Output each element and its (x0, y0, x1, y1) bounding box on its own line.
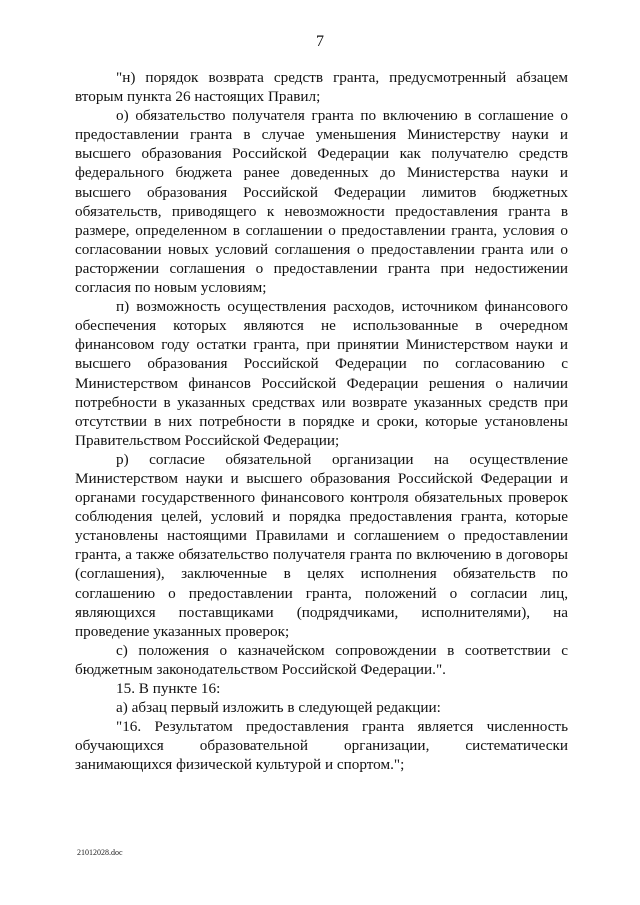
paragraph-r: р) согласие обязательной организации на осуществление Министерством науки и высшего образования Российской Федерации и органами государственного финансового контроля обязательных проверок соблюдения целей, условий и порядка предоставления гранта, которые установлены настоящими Правилами и соглашением о предоставлении гранта, а также обязательство получателя гранта по включению в договоры (соглашения), заключенные в целях исполнения обязательств по соглашению о предоставлении гранта, положений о согласии лиц, являющихся поставщиками (подрядчиками, исполнителями), на проведение указанных проверок; (75, 450, 568, 640)
paragraph-item-15: 15. В пункте 16: (116, 680, 221, 697)
paragraph-o: о) обязательство получателя гранта по включению в соглашение о предоставлении гранта в случае уменьшения Министерству науки и высшего образования Российской Федерации как получателю средств федерального бюджета ранее доведенных до Министерства науки и высшего образования Российской Федерации лимитов бюджетных обязательств, приводящего к невозможности предоставления гранта в размере, определенном в соглашении о предоставлении гранта, условия о согласовании новых условий соглашения о предоставлении гранта или о расторжении соглашения о предоставлении гранта при недостижении согласия по новым условиям; (75, 107, 568, 297)
paragraph-s: с) положения о казначейском сопровождении в соответствии с бюджетным законодательством Российской Федерации.". (75, 641, 568, 678)
paragraph-n: "н) порядок возврата средств гранта, предусмотренный абзацем вторым пункта 26 настоящих Правил; (75, 69, 568, 106)
page-number: 7 (316, 33, 324, 50)
paragraph-16-quote: "16. Результатом предоставления гранта является численность обучающихся образовательной организации, систематически занимающихся физической культурой и спортом."; (75, 718, 568, 774)
paragraph-p: п) возможность осуществления расходов, источником финансового обеспечения которых являются не использованные в очередном финансовом году остатки гранта, при принятии Министерством науки и высшего образования Российской Федерации по согласованию с Министерством финансов Российской Федерации решения о наличии потребности в указанных средствах или возврате указанных средств при отсутствии в них потребности в порядке и сроки, которые установлены Правительством Российской Федерации; (75, 298, 568, 449)
file-name-footer: 21012028.doc (77, 848, 123, 857)
document-body (75, 68, 568, 774)
paragraph-a: а) абзац первый изложить в следующей редакции: (116, 699, 441, 717)
